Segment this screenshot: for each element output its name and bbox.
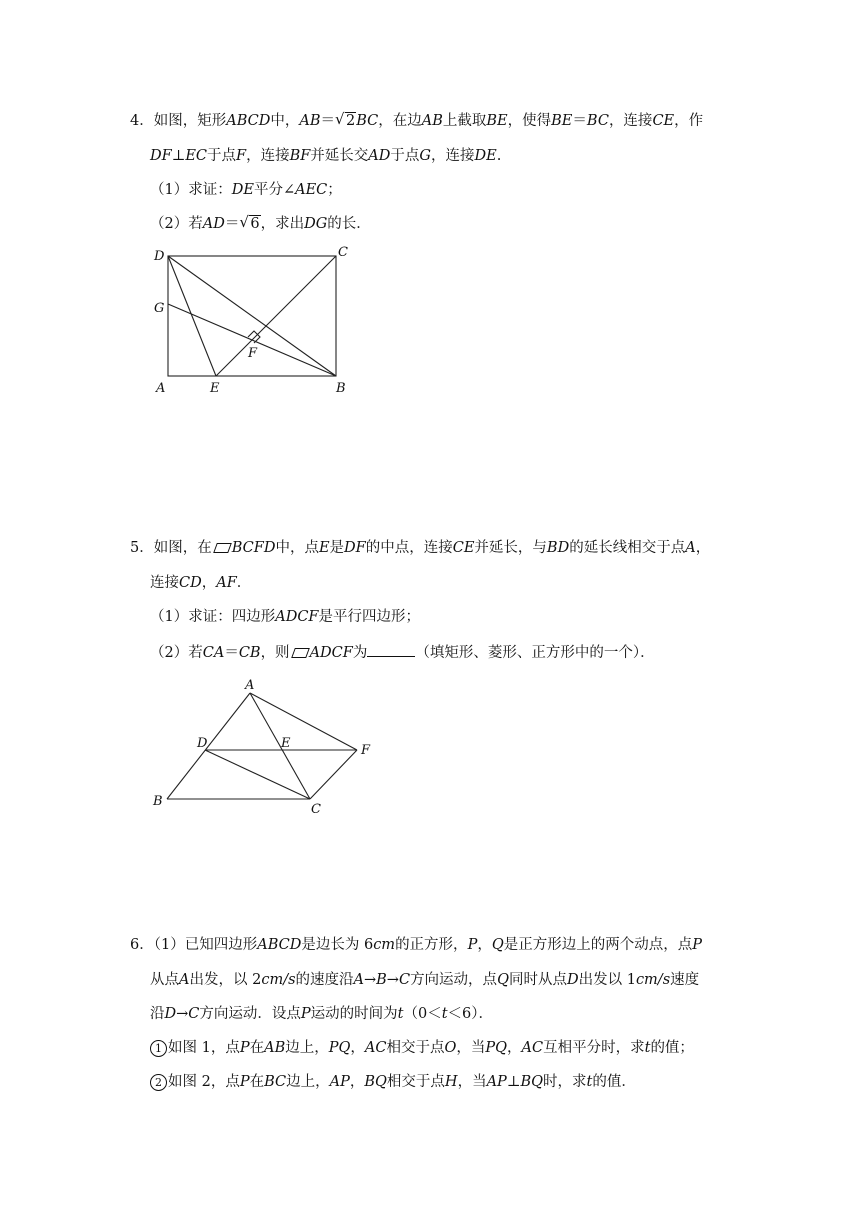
label-e: E (210, 381, 220, 396)
q6-line-1: 6．（1）已知四边形ABCD是边长为 6cm的正方形，P，Q是正方形边上的两个动点，点P (130, 937, 702, 953)
q4-line-2: DF⊥EC于点F，连接BF并延长交AD于点G，连接DE. (150, 148, 502, 164)
answer-blank (367, 642, 415, 657)
label-b: B (153, 794, 163, 809)
circled-number-1: 1 (150, 1040, 167, 1057)
label-e: E (281, 736, 291, 751)
q6-sub-2: 2 如图 2，点P在BC边上，AP，BQ相交于点H，当AP⊥BQ时，求t的值． (150, 1072, 636, 1092)
segment-de (168, 256, 216, 376)
q5-part-1: （1）求证：四边形ADCF是平行四边形； (150, 609, 420, 625)
label-a: A (245, 678, 255, 693)
label-c: C (338, 245, 348, 260)
label-a: A (156, 381, 166, 396)
q6-line-3: 沿D→C方向运动．设点P运动的时间为t（0＜t＜6）． (150, 1006, 494, 1022)
sqrt-6: √ 6 (239, 214, 260, 234)
circled-number-2: 2 (150, 1074, 167, 1091)
q5-line-2: 连接CD，AF． (150, 575, 252, 591)
label-b: B (336, 381, 346, 396)
segment-ce (216, 256, 336, 376)
parallelogram-symbol (291, 648, 310, 658)
q4-part-1: （1）求证：DE平分∠AEC； (150, 182, 342, 198)
q4-figure (148, 240, 358, 400)
q5-line-1: 5．如图，在 BCFD中，点E是DF的中点，连接CE并延长，与BD的延长线相交于点A， (130, 540, 711, 556)
q5-part-2: （2）若CA＝CB，则 ADCF为 （填矩形、菱形、正方形中的一个）． (150, 642, 655, 663)
q6-line-2: 从点A出发，以 2cm/s的速度沿A→B→C方向运动，点Q同时从点D出发以 1cm/s速度 (150, 972, 700, 988)
label-f: F (361, 743, 371, 758)
q4-part-2: （2）若AD＝√ 6，求出DG的长． (150, 214, 371, 234)
q5-figure (145, 675, 385, 820)
q4-line-1: 4．如图，矩形ABCD中，AB＝√ 2BC，在边AB上截取BE，使得BE＝BC，连接CE，作 (130, 111, 703, 131)
label-d: D (197, 736, 208, 751)
segment-cf (310, 750, 357, 799)
segment-dc (205, 750, 310, 799)
segment-ab (167, 693, 250, 799)
label-d: D (154, 249, 165, 264)
sqrt-2: √ 2 (335, 111, 356, 131)
label-g: G (154, 301, 165, 316)
parallelogram-symbol (213, 543, 232, 553)
label-f: F (248, 346, 258, 361)
label-c: C (311, 802, 321, 817)
segment-gb (168, 304, 336, 376)
q6-sub-1: 1 如图 1，点P在AB边上，PQ，AC相交于点O，当PQ，AC互相平分时，求t的值； (150, 1038, 694, 1058)
